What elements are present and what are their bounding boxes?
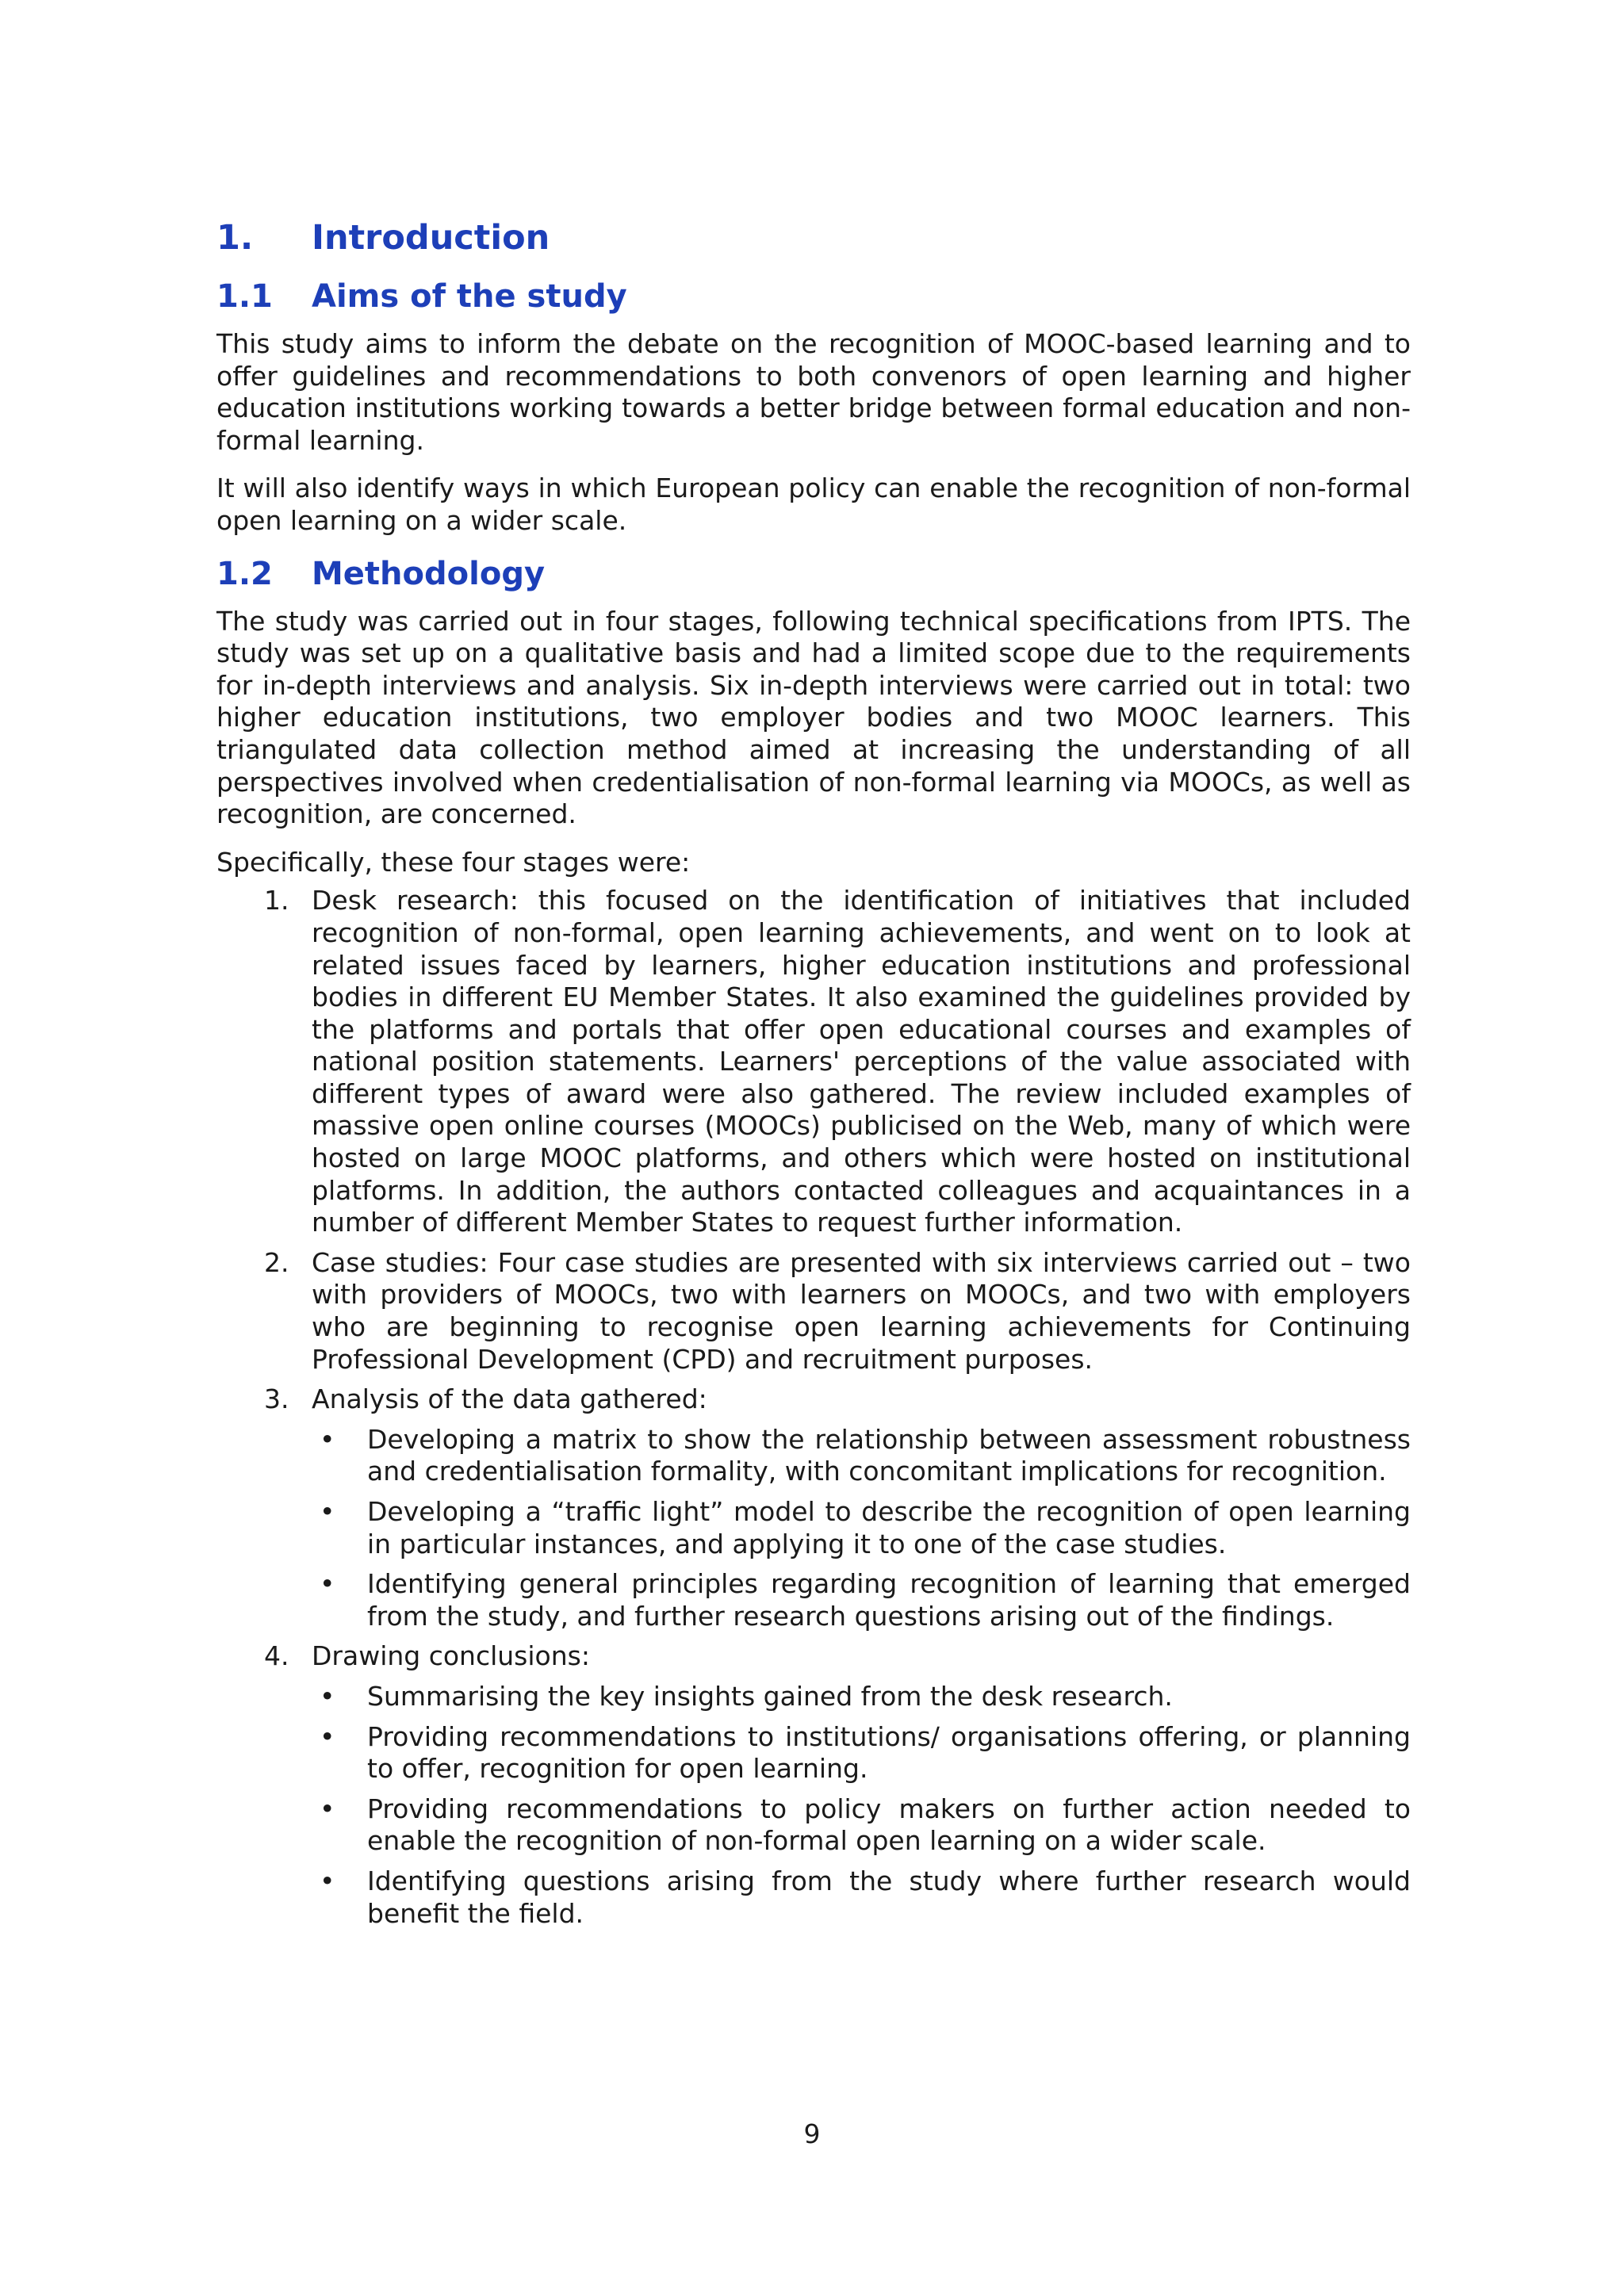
paragraph: Specifically, these four stages were: — [216, 846, 691, 878]
bullet-icon: • — [320, 1720, 335, 1752]
section-title: Aims of the study — [312, 278, 627, 315]
bullet-icon: • — [320, 1793, 335, 1824]
bullet-text: Developing a “traffic light” model to describe the recognition of open learning in particular instances, and applying it to one of the case studies. — [367, 1496, 1411, 1559]
stages-list — [216, 885, 1411, 1930]
bullet-item — [312, 1496, 1411, 1560]
bullet-text: Identifying general principles regarding recognition of learning that emerged from the study, and further research questions arising out of the findings. — [367, 1568, 1411, 1632]
bullet-text: Developing a matrix to show the relationship between assessment robustness and credentialisation formality, with concomitant implications for recognition. — [367, 1423, 1411, 1487]
section-title: Methodology — [312, 555, 546, 592]
page-number: 9 — [803, 2118, 821, 2149]
bullet-text: Providing recommendations to policy makers on further action needed to enable the recognition of non-formal open learning on a wider scale. — [367, 1793, 1411, 1857]
list-number: 4. — [264, 1640, 289, 1672]
list-item — [216, 885, 1411, 1239]
bullet-text: Providing recommendations to institutions/ organisations offering, or planning to offer, recognition for open learning. — [367, 1720, 1411, 1785]
list-number: 2. — [264, 1246, 289, 1278]
section-heading-aims — [216, 276, 1411, 317]
bullet-text: Summarising the key insights gained from the desk research. — [367, 1680, 1173, 1712]
bullet-list — [312, 1681, 1411, 1930]
section-number: 1.1 — [216, 278, 273, 315]
list-item-text: Desk research: this focused on the identification of initiatives that included recognition of non-formal, open learning achievements, and went on to look at related issues faced by learners, higher education institutions and professional bodies in different EU Member States. It also examined the guidelines provided by the platforms and portals that offer open educational courses and examples of national position statements. Learners' perceptions of the value associated with different types of award were also gathered. The review included examples of massive open online courses (MOOCs) publicised on the Web, many of which were hosted on large MOOC platforms, and others which were hosted on institutional platforms. In addition, the authors contacted colleagues and acquaintances in a number of different Member States to request further information. — [312, 885, 1411, 1238]
bullet-text: Identifying questions arising from the study where further research would benefit the field. — [367, 1865, 1411, 1929]
bullet-item — [312, 1568, 1411, 1632]
section-heading-methodology — [216, 553, 1411, 595]
paragraph: It will also identify ways in which European policy can enable the recognition of non-formal open learning on a wider scale. — [216, 473, 1411, 536]
paragraph: This study aims to inform the debate on the recognition of MOOC-based learning and to offer guidelines and recommendations to both convenors of open learning and higher education institutions working towards a better bridge between formal education and non-formal learning. — [216, 328, 1411, 456]
page-content — [216, 216, 1411, 1946]
list-number: 1. — [264, 885, 289, 916]
bullet-list — [312, 1424, 1411, 1633]
chapter-title: Introduction — [312, 218, 550, 258]
bullet-item — [312, 1793, 1411, 1858]
section-number: 1.2 — [216, 555, 273, 592]
bullet-icon: • — [320, 1680, 335, 1712]
list-item-text: Case studies: Four case studies are presented with six interviews carried out – two with providers of MOOCs, two with learners on MOOCs, and two with employers who are beginning to recognise open learning achievements for Continuing Professional Development (CPD) and recruitment purposes. — [312, 1246, 1411, 1375]
bullet-icon: • — [320, 1496, 335, 1527]
bullet-icon: • — [320, 1865, 335, 1896]
bullet-item — [312, 1866, 1411, 1930]
list-number: 3. — [264, 1383, 289, 1415]
chapter-number: 1. — [216, 218, 254, 258]
list-item — [216, 1383, 1411, 1632]
list-item — [216, 1247, 1411, 1376]
bullet-item — [312, 1424, 1411, 1488]
bullet-icon: • — [320, 1568, 335, 1600]
paragraph: The study was carried out in four stages, following technical specifications from IPTS. The study was set up on a qualitative basis and had a limited scope due to the requirements for in-depth interviews and analysis. Six in-depth interviews were carried out in total: two higher education institutions, two employer bodies and two MOOC learners. This triangulated data collection method aimed at increasing the understanding of all perspectives involved when credentialisation of non-formal learning via MOOCs, as well as recognition, are concerned. — [216, 605, 1411, 830]
bullet-icon: • — [320, 1423, 335, 1455]
chapter-heading — [216, 216, 1411, 260]
bullet-item — [312, 1721, 1411, 1785]
list-item — [216, 1640, 1411, 1930]
bullet-item — [312, 1681, 1411, 1713]
list-item-text: Analysis of the data gathered: — [312, 1383, 707, 1415]
list-item-text: Drawing conclusions: — [312, 1640, 590, 1672]
